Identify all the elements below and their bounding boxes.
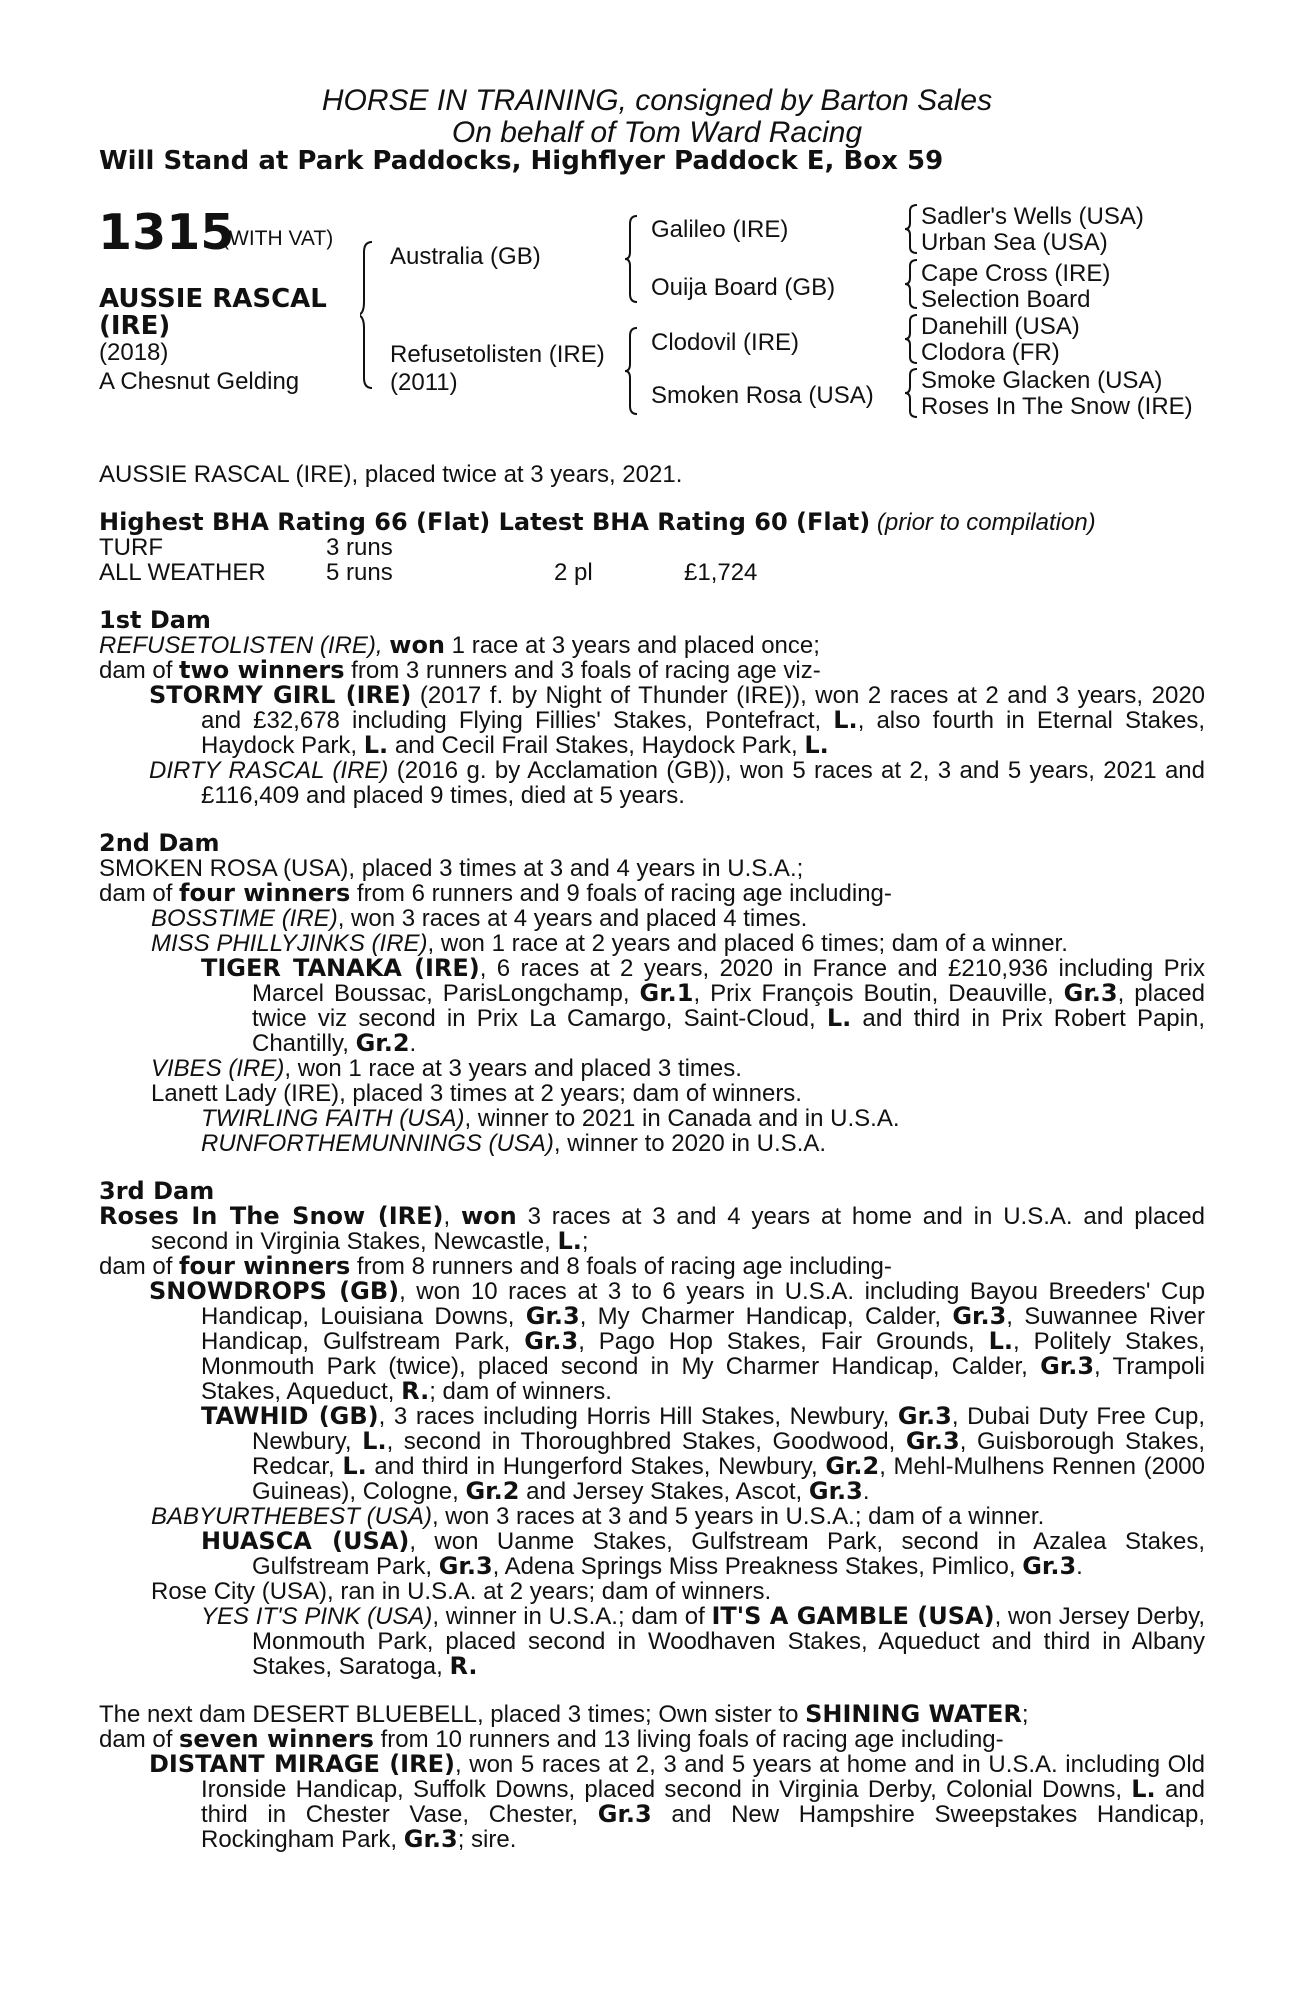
pedigree-dam: Refusetolisten (IRE) bbox=[390, 341, 605, 368]
pedigree-g5: Danehill (USA) bbox=[921, 313, 1080, 340]
produce-dirty-rascal: DIRTY RASCAL (IRE) (2016 g. by Acclamation (GB)), won 5 races at 2, 3 and 5 years, 2021 and £116,409 and placed 9 times, died at 5 years. bbox=[149, 757, 1206, 809]
catalogue-body bbox=[99, 462, 1205, 1852]
produce-tawhid: TAWHID (GB), 3 races including Horris Hill Stakes, Newbury, Gr.3, Dubai Duty Free Cup, Newbury, L., second in Thoroughbred Stakes, Goodwood, Gr.3, Guisborough Stakes, Redcar, L. and third in Hungerford Stakes, Newbury, Gr.2, Mehl-Mulhens Rennen (2000 Guineas), Cologne, Gr.2 and Jersey Stakes, Ascot, Gr.3. bbox=[201, 1402, 1205, 1505]
produce-bosstime: BOSSTIME (IRE), won 3 races at 4 years and placed 4 times. bbox=[151, 905, 808, 932]
next-dam-line: The next dam DESERT BLUEBELL, placed 3 times; Own sister to SHINING WATER; bbox=[99, 1700, 1029, 1728]
produce-stormy-girl: STORMY GIRL (IRE) (2017 f. by Night of Thunder (IRE)), won 2 races at 2 and 3 years, 2020 and £32,678 including Flying Fillies' Stakes, Pontefract, L., also fourth in Eternal Stakes, Haydock Park, L. and Cecil Frail Stakes, Haydock Park, L. bbox=[149, 681, 1206, 759]
lot-number: 1315 bbox=[98, 204, 235, 261]
pedigree-bracket-sire bbox=[625, 214, 641, 304]
pedigree-bracket-ouija bbox=[904, 258, 920, 310]
horse-name bbox=[99, 286, 327, 340]
pedigree-dam-year: (2011) bbox=[390, 369, 458, 396]
produce-tiger-tanaka: TIGER TANAKA (IRE), 6 races at 2 years, 2020 in France and £210,936 including Prix Marcel Boussac, ParisLongchamp, Gr.1, Prix François Boutin, Deauville, Gr.3, placed twice viz second in Prix La Camargo, Saint-Cloud, L. and third in Prix Robert Papin, Chantilly, Gr.2. bbox=[201, 954, 1205, 1057]
pedigree-g6: Clodora (FR) bbox=[921, 339, 1060, 366]
pedigree-sire-dam: Ouija Board (GB) bbox=[651, 274, 836, 301]
pedigree-g4: Selection Board bbox=[921, 286, 1091, 313]
first-dam-heading: 1st Dam bbox=[99, 606, 211, 634]
rating-heading: Highest BHA Rating 66 (Flat) Latest BHA Rating 60 (Flat) (prior to compilation) bbox=[99, 508, 1096, 536]
horse-name-suffix: (IRE) bbox=[99, 311, 171, 341]
horse-description: A Chesnut Gelding bbox=[99, 368, 300, 395]
race-record-turf: TURF 3 runs bbox=[99, 534, 393, 561]
pedigree-g3: Cape Cross (IRE) bbox=[921, 260, 1111, 287]
produce-huasca: HUASCA (USA), won Uanme Stakes, Gulfstream Park, second in Azalea Stakes, Gulfstream Park, Gr.3, Adena Springs Miss Preakness Stakes, Pimlico, Gr.3. bbox=[201, 1527, 1205, 1580]
pedigree-bracket-sire-dam bbox=[360, 240, 380, 390]
third-dam-heading: 3rd Dam bbox=[99, 1177, 215, 1205]
pedigree-bracket-galileo bbox=[904, 203, 920, 255]
horse-year: (2018) bbox=[99, 339, 169, 366]
produce-snowdrops: SNOWDROPS (GB), won 10 races at 3 to 6 years in U.S.A. including Bayou Breeders' Cup Handicap, Louisiana Downs, Gr.3, My Charmer Handicap, Calder, Gr.3, Suwannee River Handicap, Gulfstream Park, Gr.3, Pago Hop Stakes, Fair Grounds, L., Politely Stakes, Monmouth Park (twice), placed second in My Charmer Handicap, Calder, Gr.3, Trampoli Stakes, Aqueduct, R.; dam of winners. bbox=[149, 1277, 1206, 1405]
stand-location: Will Stand at Park Paddocks, Highflyer Paddock E, Box 59 bbox=[99, 146, 944, 176]
pedigree-bracket-dam bbox=[625, 326, 641, 416]
pedigree-dam-dam: Smoken Rosa (USA) bbox=[651, 382, 874, 409]
pedigree-g2: Urban Sea (USA) bbox=[921, 229, 1108, 256]
third-dam-line: Roses In The Snow (IRE), won 3 races at 3 and 4 years at home and in U.S.A. and placed second in Virginia Stakes, Newcastle, L.; bbox=[99, 1202, 1206, 1255]
horse-name-main: AUSSIE RASCAL bbox=[99, 284, 327, 314]
produce-vibes: VIBES (IRE), won 1 race at 3 years and placed 3 times. bbox=[151, 1055, 742, 1082]
produce-twirling-faith: TWIRLING FAITH (USA), winner to 2021 in Canada and in U.S.A. bbox=[201, 1105, 900, 1132]
pedigree-sire-sire: Galileo (IRE) bbox=[651, 216, 789, 243]
on-behalf-line: On behalf of Tom Ward Racing bbox=[451, 116, 863, 149]
produce-miss-phillyjinks: MISS PHILLYJINKS (IRE), won 1 race at 2 years and placed 6 times; dam of a winner. bbox=[151, 930, 1068, 957]
race-summary: AUSSIE RASCAL (IRE), placed twice at 3 years, 2021. bbox=[99, 461, 683, 488]
produce-lanett-lady: Lanett Lady (IRE), placed 3 times at 2 years; dam of winners. bbox=[151, 1080, 802, 1107]
second-dam-produce: dam of four winners from 6 runners and 9 foals of racing age including- bbox=[99, 879, 892, 907]
pedigree-bracket-clodovil bbox=[904, 313, 920, 365]
consignor-line: HORSE IN TRAINING, consigned by Barton Sales bbox=[321, 84, 993, 117]
produce-rose-city: Rose City (USA), ran in U.S.A. at 2 years; dam of winners. bbox=[151, 1578, 772, 1605]
pedigree-sire: Australia (GB) bbox=[390, 243, 541, 270]
second-dam-line: SMOKEN ROSA (USA), placed 3 times at 3 and 4 years in U.S.A.; bbox=[99, 855, 804, 882]
produce-distant-mirage: DISTANT MIRAGE (IRE), won 5 races at 2, 3 and 5 years at home and in U.S.A. including Old Ironside Handicap, Suffolk Downs, placed second in Virginia Derby, Colonial Downs, L. and third in Chester Vase, Chester, Gr.3 and New Hampshire Sweepstakes Handicap, Rockingham Park, Gr.3; sire. bbox=[149, 1750, 1205, 1853]
first-dam-line: REFUSETOLISTEN (IRE), won 1 race at 3 years and placed once; bbox=[99, 631, 820, 659]
pedigree-dam-sire: Clodovil (IRE) bbox=[651, 329, 800, 356]
first-dam-produce: dam of two winners from 3 runners and 3 foals of racing age viz- bbox=[99, 656, 821, 684]
next-dam-produce: dam of seven winners from 10 runners and 13 living foals of racing age including- bbox=[99, 1725, 1004, 1753]
produce-babyurthebest: BABYURTHEBEST (USA), won 3 races at 3 and 5 years in U.S.A.; dam of a winner. bbox=[151, 1503, 1045, 1530]
produce-runforthemunnings: RUNFORTHEMUNNINGS (USA), winner to 2020 in U.S.A. bbox=[201, 1130, 827, 1157]
race-record-all-weather: ALL WEATHER 5 runs 2 pl £1,724 bbox=[99, 559, 758, 586]
third-dam-produce: dam of four winners from 8 runners and 8 foals of racing age including- bbox=[99, 1252, 892, 1280]
pedigree-g8: Roses In The Snow (IRE) bbox=[921, 393, 1193, 420]
pedigree-bracket-smoken bbox=[904, 367, 920, 419]
vat-note: (WITH VAT) bbox=[222, 227, 334, 250]
second-dam-heading: 2nd Dam bbox=[99, 829, 220, 857]
pedigree-g1: Sadler's Wells (USA) bbox=[921, 203, 1144, 230]
pedigree-g7: Smoke Glacken (USA) bbox=[921, 367, 1163, 394]
produce-yes-its-pink: YES IT'S PINK (USA), winner in U.S.A.; dam of IT'S A GAMBLE (USA), won Jersey Derby, Monmouth Park, placed second in Woodhaven Stakes, Aqueduct and third in Albany Stakes, Saratoga, R. bbox=[201, 1602, 1205, 1680]
